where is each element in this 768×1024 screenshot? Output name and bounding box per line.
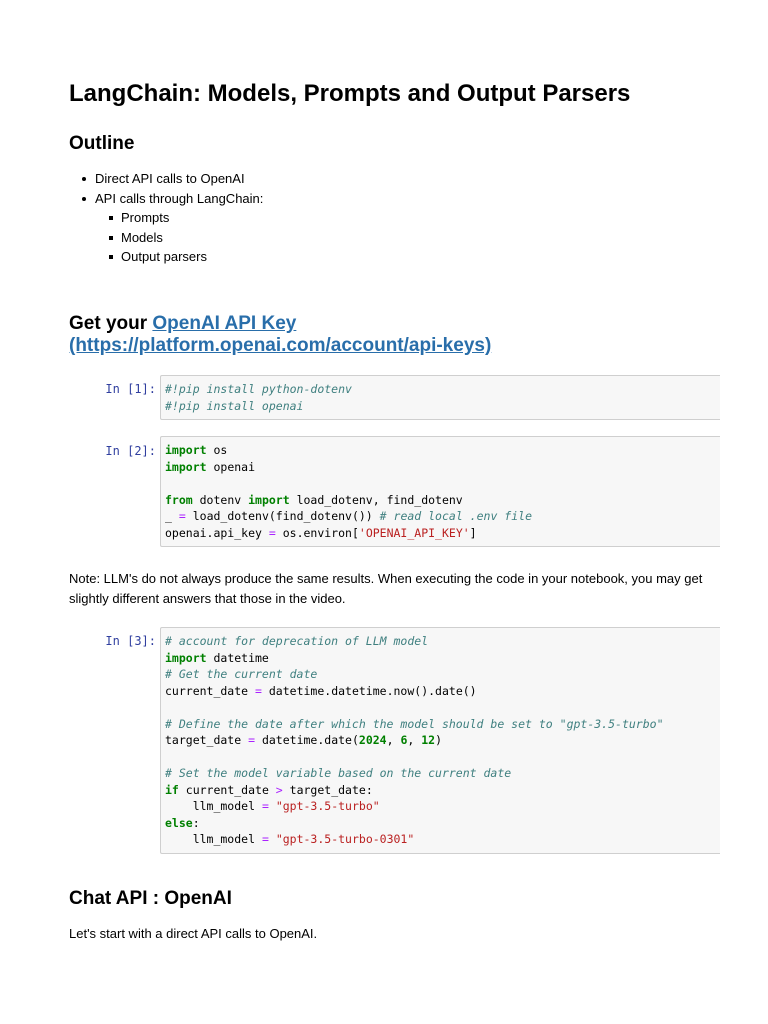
page-title: LangChain: Models, Prompts and Output Parsers — [69, 80, 631, 107]
code-line — [165, 716, 716, 733]
code-text: current_date — [165, 683, 256, 698]
code-text: datetime — [206, 650, 269, 665]
outline-heading: Outline — [69, 133, 135, 154]
code-operator: > — [275, 782, 283, 797]
code-line — [165, 683, 716, 700]
code-keyword: if — [165, 782, 179, 797]
code-line — [165, 633, 716, 650]
code-line — [165, 798, 716, 815]
sub-list-item: Output parsers — [121, 247, 263, 267]
code-text: os — [206, 443, 228, 457]
code-text: load_dotenv, find_dotenv — [289, 492, 463, 507]
code-text: datetime.date( — [255, 733, 359, 747]
code-operator: = — [261, 799, 269, 813]
code-string: "gpt-3.5-turbo-0301" — [275, 832, 415, 846]
code-text: dotenv — [192, 492, 249, 507]
code-operator: = — [268, 525, 276, 540]
openai-api-key-link[interactable]: OpenAI API Key — [152, 313, 297, 334]
code-line — [165, 732, 716, 749]
note-paragraph: Note: LLM's do not always produce the same results. When executing the code in your notebook, you may get slightly different answers that those in the video. — [69, 571, 703, 606]
code-line — [165, 765, 716, 782]
cell-prompt: In [2]: — [105, 444, 156, 458]
list-item: API calls through LangChain: — [95, 189, 263, 209]
code-comment: # account for deprecation of LLM model — [165, 634, 429, 648]
code-text: , — [407, 733, 422, 747]
code-line — [165, 398, 716, 415]
code-text: os.environ[ — [275, 525, 359, 540]
code-text: current_date — [178, 782, 276, 797]
code-line — [165, 650, 716, 667]
code-string: "gpt-3.5-turbo" — [275, 799, 380, 813]
code-keyword: else — [165, 815, 193, 830]
code-line-blank — [165, 475, 716, 492]
code-text: , — [386, 733, 401, 747]
code-keyword: import — [165, 650, 207, 665]
code-cell[interactable] — [160, 375, 720, 420]
code-operator: = — [248, 733, 256, 747]
code-comment: # read local .env file — [379, 509, 532, 523]
code-number: 12 — [421, 733, 436, 747]
code-comment: #!pip install python-dotenv — [165, 382, 352, 396]
code-cell[interactable] — [160, 627, 720, 854]
sub-list-item: Prompts — [121, 208, 263, 228]
code-line — [165, 381, 716, 398]
code-text: openai.api_key — [165, 525, 269, 540]
code-text: llm_model — [165, 832, 262, 846]
code-text: llm_model — [165, 799, 262, 813]
code-comment: # Set the model variable based on the current date — [165, 766, 512, 780]
code-line — [165, 831, 716, 848]
code-line — [165, 442, 716, 459]
code-cell[interactable] — [160, 436, 720, 547]
code-comment: # Get the current date — [165, 667, 318, 681]
code-string: 'OPENAI_API_KEY' — [358, 525, 470, 540]
code-operator: = — [261, 832, 269, 846]
code-line — [165, 459, 716, 476]
code-text: _ — [165, 509, 179, 523]
cell-prompt: In [1]: — [105, 382, 156, 396]
code-line — [165, 508, 716, 525]
code-line — [165, 782, 716, 799]
code-line-blank — [165, 749, 716, 766]
code-text: : — [192, 815, 200, 830]
code-text: ) — [435, 733, 443, 747]
code-number: 2024 — [358, 733, 387, 747]
cell-prompt: In [3]: — [105, 634, 156, 648]
code-keyword: import — [165, 459, 207, 474]
code-line — [165, 666, 716, 683]
outline-list — [95, 169, 263, 267]
code-comment: #!pip install openai — [165, 398, 304, 413]
chat-api-intro: Let's start with a direct API calls to OpenAI. — [69, 926, 318, 941]
code-keyword: import — [248, 492, 290, 507]
api-key-heading — [69, 313, 491, 357]
code-text: ] — [469, 525, 477, 540]
code-text: target_date — [165, 733, 249, 747]
code-line — [165, 815, 716, 832]
code-keyword: import — [165, 443, 207, 457]
api-key-heading-prefix: Get your — [69, 313, 153, 334]
sub-list-item: Models — [121, 228, 263, 248]
code-text: target_date: — [282, 782, 373, 797]
code-text: openai — [206, 459, 256, 474]
code-operator: = — [178, 509, 186, 523]
code-keyword: from — [165, 492, 193, 507]
code-number: 6 — [400, 733, 408, 747]
code-comment: # Define the date after which the model should be set to "gpt-3.5-turbo" — [165, 716, 664, 731]
code-line — [165, 492, 716, 509]
code-line — [165, 525, 716, 542]
code-operator: = — [255, 683, 262, 698]
list-item: Direct API calls to OpenAI — [95, 169, 263, 189]
code-text: datetime.datetime.now().date() — [261, 683, 477, 698]
code-text: load_dotenv(find_dotenv()) — [185, 509, 380, 523]
code-line-blank — [165, 699, 716, 716]
chat-api-heading: Chat API : OpenAI — [69, 888, 232, 909]
api-keys-url-link[interactable]: (https://platform.openai.com/account/api-keys) — [69, 335, 492, 356]
